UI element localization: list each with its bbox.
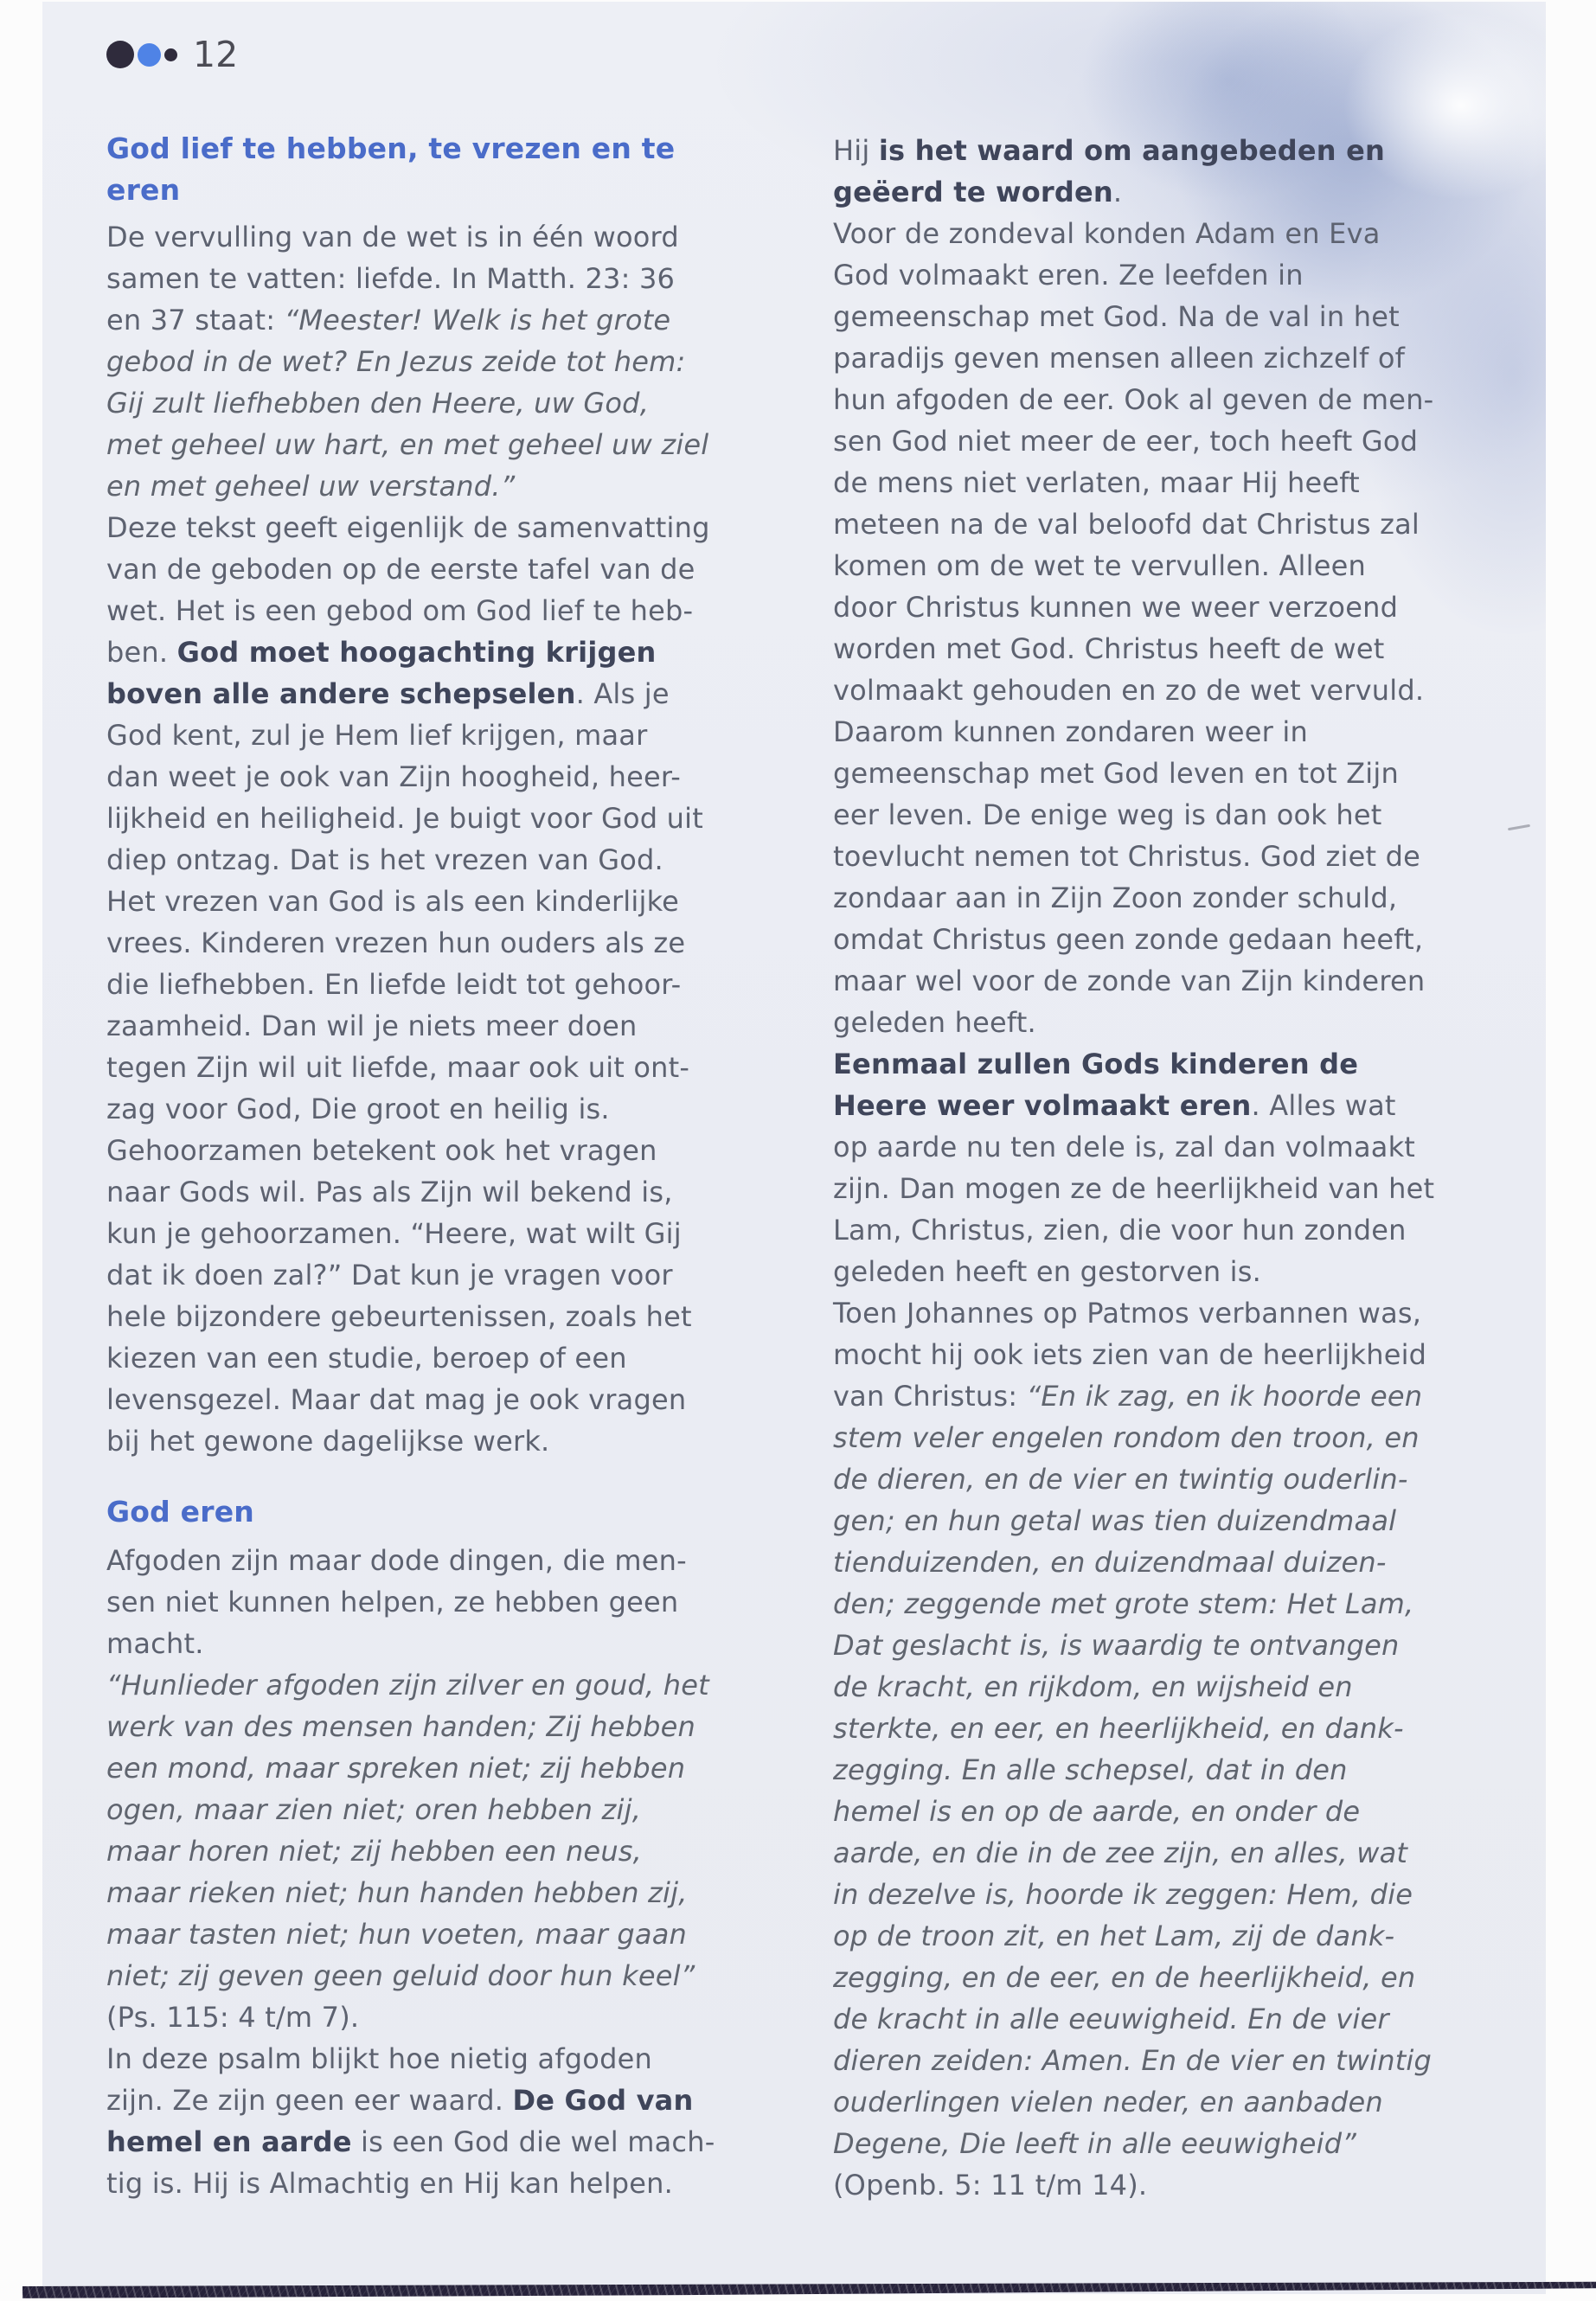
text-line: sen God niet meer de eer, toch heeft God: [833, 425, 1419, 458]
page-number: 12: [193, 34, 239, 75]
text-line: naar Gods wil. Pas als Zijn wil bekend is,: [106, 1176, 673, 1208]
text-line: van Christus: “En ik zag, en ik hoorde een: [833, 1380, 1423, 1413]
text-line: zegging, en de eer, en de heerlijkheid, en: [833, 1961, 1416, 1994]
text-line: eren: [106, 173, 181, 207]
text-line: stem veler engelen rondom den troon, en: [833, 1421, 1420, 1454]
text-line: (Openb. 5: 11 t/m 14).: [833, 2169, 1148, 2202]
text-line: de dieren, en de vier en twintig ouderlin-: [833, 1463, 1408, 1496]
text-line: God volmaakt eren. Ze leefden in: [833, 259, 1304, 292]
page-paper: [42, 2, 1546, 2294]
text-line: lijkheid en heiligheid. Je buigt voor God uit: [106, 802, 703, 835]
text-line: maar horen niet; zij hebben een neus,: [106, 1835, 643, 1868]
text-line: dan weet je ook van Zijn hoogheid, heer-: [106, 760, 681, 793]
text-line: dieren zeiden: Amen. En de vier en twintig: [833, 2044, 1433, 2077]
text-line: aarde, en die in de zee zijn, en alles, wat: [833, 1836, 1408, 1869]
text-line: vrees. Kinderen vrezen hun ouders als ze: [106, 926, 686, 959]
text-line: zondaar aan in Zijn Zoon zonder schuld,: [833, 881, 1398, 914]
text-line: Gehoorzamen betekent ook het vragen: [106, 1134, 657, 1167]
text-line: macht.: [106, 1627, 204, 1660]
text-line: Toen Johannes op Patmos verbannen was,: [833, 1297, 1422, 1330]
section-heading: [106, 1491, 254, 1533]
text-line: geëerd te worden.: [833, 176, 1123, 208]
text-line: en met geheel uw verstand.”: [106, 470, 516, 503]
text-line: den; zeggende met grote stem: Het Lam,: [833, 1587, 1414, 1620]
text-line: (Ps. 115: 4 t/m 7).: [106, 2001, 360, 2034]
text-line: omdat Christus geen zonde gedaan heeft,: [833, 923, 1424, 956]
text-line: worden met God. Christus heeft de wet: [833, 632, 1385, 665]
text-line: levensgezel. Maar dat mag je ook vragen: [106, 1383, 687, 1416]
text-line: gemeenschap met God leven en tot Zijn: [833, 757, 1399, 790]
text-line: kiezen van een studie, beroep of een: [106, 1342, 627, 1375]
text-line: hun afgoden de eer. Ook al geven de men-: [833, 383, 1434, 416]
text-line: met geheel uw hart, en met geheel uw ziel: [106, 428, 709, 461]
text-line: dat ik doen zal?” Dat kun je vragen voor: [106, 1259, 673, 1292]
text-line: Afgoden zijn maar dode dingen, die men-: [106, 1544, 687, 1577]
text-line: God lief te hebben, te vrezen en te: [106, 131, 676, 165]
text-line: Daarom kunnen zondaren weer in: [833, 715, 1308, 748]
text-line: meteen na de val beloofd dat Christus zal: [833, 508, 1420, 541]
text-line: Heere weer volmaakt eren. Alles wat: [833, 1089, 1396, 1122]
text-line: werk van des mensen handen; Zij hebben: [106, 1710, 695, 1743]
paragraph: [106, 1540, 715, 2204]
text-line: Dat geslacht is, is waardig te ontvangen: [833, 1629, 1400, 1662]
text-line: tig is. Hij is Almachtig en Hij kan helpen.: [106, 2167, 674, 2200]
text-line: Deze tekst geeft eigenlijk de samenvatting: [106, 511, 710, 544]
text-line: maar rieken niet; hun handen hebben zij,: [106, 1876, 688, 1909]
text-line: ouderlingen vielen neder, en aanbaden: [833, 2086, 1383, 2118]
text-line: ogen, maar zien niet; oren hebben zij,: [106, 1793, 642, 1826]
text-line: sen niet kunnen helpen, ze hebben geen: [106, 1586, 679, 1618]
text-line: geleden heeft.: [833, 1006, 1036, 1039]
text-line: hemel is en op de aarde, en onder de: [833, 1795, 1361, 1828]
text-line: In deze psalm blijkt hoe nietig afgoden: [106, 2042, 652, 2075]
text-line: bij het gewone dagelijkse werk.: [106, 1425, 550, 1458]
text-line: Lam, Christus, zien, die voor hun zonden: [833, 1214, 1407, 1247]
text-line: Hij is het waard om aangebeden en: [833, 134, 1385, 167]
text-line: hele bijzondere gebeurtenissen, zoals het: [106, 1300, 692, 1333]
text-line: Voor de zondeval konden Adam en Eva: [833, 217, 1381, 250]
paragraph: [106, 216, 710, 1462]
text-line: gebod in de wet? En Jezus zeide tot hem:: [106, 345, 686, 378]
text-line: een mond, maar spreken niet; zij hebben: [106, 1752, 686, 1785]
text-line: paradijs geven mensen alleen zichzelf of: [833, 342, 1406, 375]
text-line: kun je gehoorzamen. “Heere, wat wilt Gij: [106, 1217, 682, 1250]
text-line: in dezelve is, hoorde ik zeggen: Hem, die: [833, 1878, 1413, 1911]
text-line: op de troon zit, en het Lam, zij de dank-: [833, 1920, 1395, 1952]
text-line: maar tasten niet; hun voeten, maar gaan: [106, 1918, 688, 1951]
text-line: tienduizenden, en duizendmaal duizen-: [833, 1546, 1387, 1579]
text-line: samen te vatten: liefde. In Matth. 23: 36: [106, 262, 676, 295]
text-line: de kracht, en rijkdom, en wijsheid en: [833, 1670, 1353, 1703]
text-line: volmaakt gehouden en zo de wet vervuld.: [833, 674, 1425, 707]
section-heading: [106, 128, 675, 211]
text-line: diep ontzag. Dat is het vrezen van God.: [106, 843, 663, 876]
text-line: zijn. Dan mogen ze de heerlijkheid van het: [833, 1172, 1435, 1205]
text-line: mocht hij ook iets zien van de heerlijkheid: [833, 1338, 1427, 1371]
text-line: en 37 staat: “Meester! Welk is het grote: [106, 304, 671, 336]
text-line: de mens niet verlaten, maar Hij heeft: [833, 466, 1360, 499]
text-line: gen; en hun getal was tien duizendmaal: [833, 1504, 1397, 1537]
text-line: hemel en aarde is een God die wel mach-: [106, 2125, 715, 2158]
text-line: van de geboden op de eerste tafel van de: [106, 553, 695, 586]
text-line: geleden heeft en gestorven is.: [833, 1255, 1262, 1288]
text-line: die liefhebben. En liefde leidt tot gehoor-: [106, 968, 682, 1001]
right-text-column: [833, 2, 1551, 2294]
text-line: God kent, zul je Hem lief krijgen, maar: [106, 719, 648, 752]
text-line: toevlucht nemen tot Christus. God ziet de: [833, 840, 1420, 873]
text-line: Gij zult liefhebben den Heere, uw God,: [106, 387, 650, 420]
text-line: maar wel voor de zonde van Zijn kinderen: [833, 965, 1426, 997]
text-line: tegen Zijn wil uit liefde, maar ook uit ont-: [106, 1051, 690, 1084]
text-line: sterkte, en eer, en heerlijkheid, en dank-: [833, 1712, 1404, 1745]
text-line: De vervulling van de wet is in één woord: [106, 221, 679, 253]
text-line: “Hunlieder afgoden zijn zilver en goud, het: [106, 1669, 709, 1702]
text-line: eer leven. De enige weg is dan ook het: [833, 798, 1382, 831]
text-line: zijn. Ze zijn geen eer waard. De God van: [106, 2084, 694, 2117]
text-line: de kracht in alle eeuwigheid. En de vier: [833, 2003, 1389, 2035]
text-line: op aarde nu ten dele is, zal dan volmaakt: [833, 1131, 1416, 1163]
text-line: zaamheid. Dan wil je niets meer doen: [106, 1009, 638, 1042]
text-line: boven alle andere schepselen. Als je: [106, 677, 670, 710]
paragraph: [833, 130, 1434, 2206]
text-line: niet; zij geven geen geluid door hun keel”: [106, 1959, 695, 1992]
text-line: gemeenschap met God. Na de val in het: [833, 300, 1400, 333]
left-text-column: [106, 2, 798, 2294]
text-line: wet. Het is een gebod om God lief te heb-: [106, 594, 694, 627]
text-line: zag voor God, Die groot en heilig is.: [106, 1093, 610, 1125]
text-line: zegging. En alle schepsel, dat in den: [833, 1753, 1348, 1786]
text-line: komen om de wet te vervullen. Alleen: [833, 549, 1366, 582]
text-line: door Christus kunnen we weer verzoend: [833, 591, 1399, 624]
text-line: Degene, Die leeft in alle eeuwigheid”: [833, 2127, 1357, 2160]
text-line: ben. God moet hoogachting krijgen: [106, 636, 657, 669]
text-line: Het vrezen van God is als een kinderlijke: [106, 885, 680, 918]
text-line: God eren: [106, 1495, 254, 1529]
text-line: Eenmaal zullen Gods kinderen de: [833, 1048, 1359, 1080]
